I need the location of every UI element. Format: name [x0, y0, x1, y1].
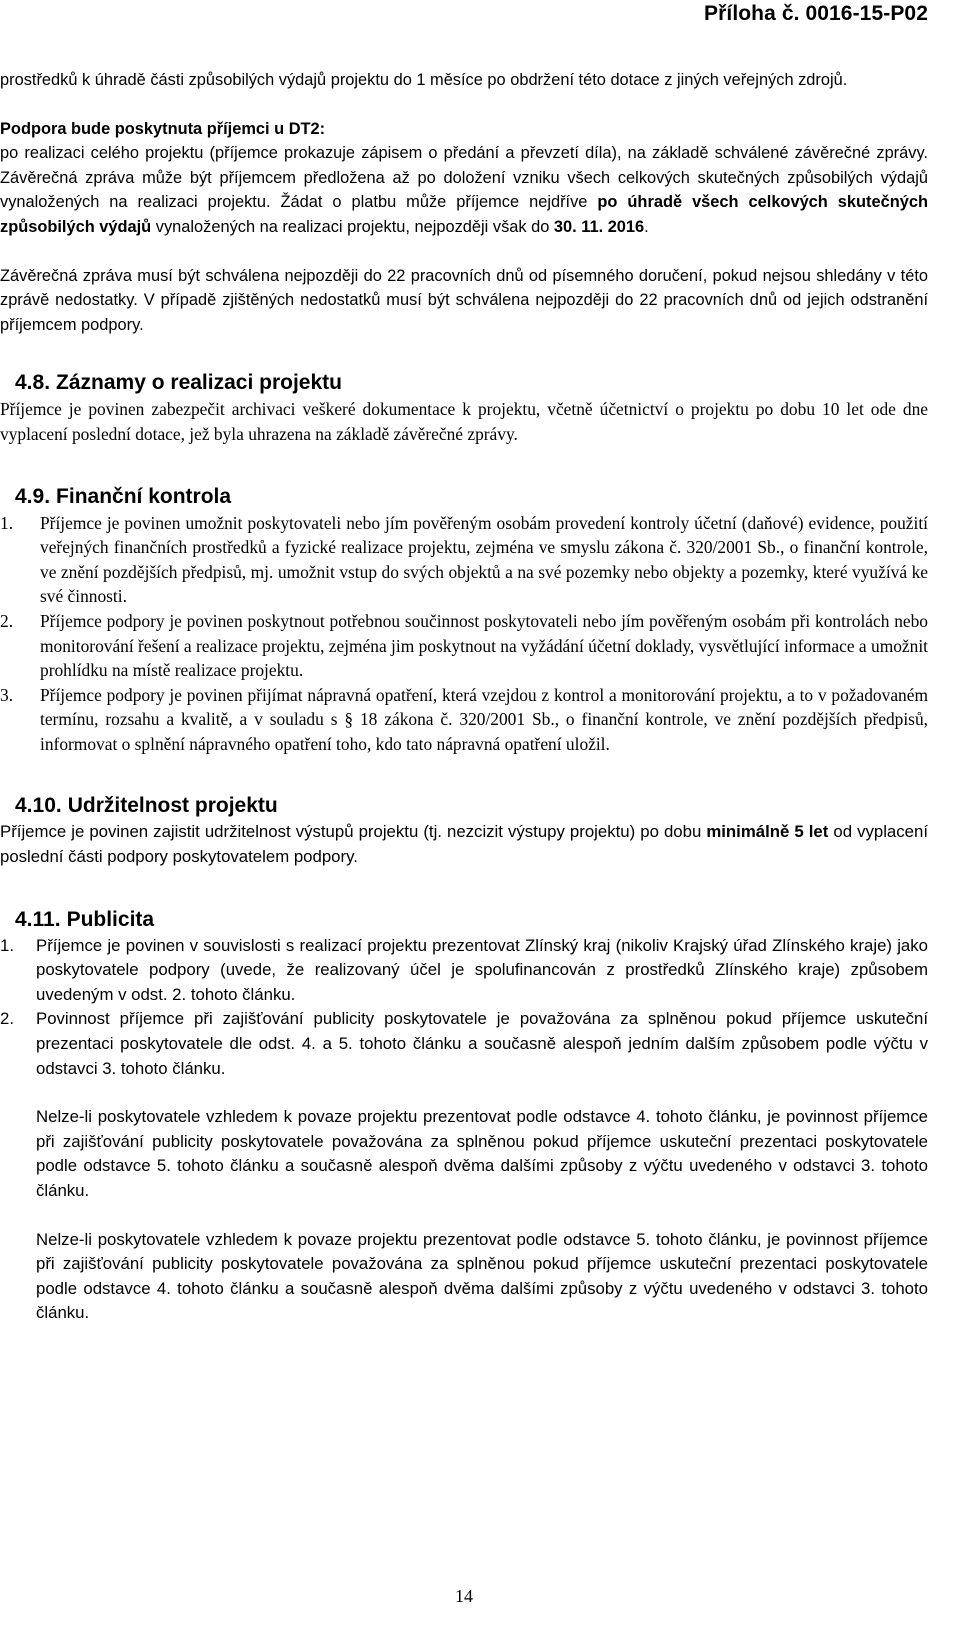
publicity-list — [0, 934, 928, 1082]
list-item — [0, 934, 928, 1008]
dt2-deadline: 30. 11. 2016 — [553, 217, 645, 236]
list-marker: 1. — [0, 512, 14, 533]
section-4-8-heading — [0, 369, 928, 397]
sustainability-text-c: od vyplacení poslední části podpory poskytovatelem podpory. — [0, 822, 928, 867]
page-number: 14 — [455, 1586, 473, 1606]
list-item-text: Příjemce podpory je povinen poskytnout potřebnou součinnost poskytovateli nebo jím pověřeným osobám při kontrolách nebo monitorování řešení a realizace projektu, zejména jim poskytnout na vyžádání účetní doklady, vysvětlující informace a umožnit prohlídku na místě realizace projektu. — [40, 610, 928, 681]
section-4-10-heading — [0, 792, 928, 820]
dt2-text-e: . — [644, 217, 649, 236]
list-item-text: Příjemce je povinen umožnit poskytovateli nebo jím pověřeným osobám provedení kontroly účetní (daňové) evidence, použití veřejných finančních prostředků a fyzické realizace projektu, zejména ve smyslu zákona č. 320/2001 Sb., o finanční kontrole, ve znění pozdějších předpisů, mj. umožnit vstup do svých objektů a na své pozemky nebo objekty a pozemky, které využívá ke své činnosti. — [40, 512, 928, 607]
section-4-10-text — [0, 820, 928, 869]
list-marker: 1. — [0, 935, 14, 955]
sustainability-period: minimálně 5 let — [706, 822, 829, 842]
sustainability-text-a: Příjemce je povinen zajistit udržitelnost výstupů projektu (tj. nezcizit výstupy projektu) po dobu — [0, 822, 707, 842]
publicity-paragraph-b: Nelze-li poskytovatele vzhledem k povaze projektu prezentovat podle odstavce 5. tohoto článku, je povinnost příjemce při zajišťování publicity poskytovatele považována za splněnou pokud příjemce uskuteční prezentaci poskytovatele podle odstavce 4. tohoto článku a současně alespoň dvěma dalšími způsoby z výčtu uvedeného v odstavci 3. tohoto článku. — [36, 1229, 928, 1323]
intro-paragraph: prostředků k úhradě části způsobilých výdajů projektu do 1 měsíce po obdržení této dotace z jiných veřejných zdrojů. — [0, 71, 848, 89]
section-4-8-text: Příjemce je povinen zabezpečit archivaci veškeré dokumentace k projektu, včetně účetnictví o projektu po dobu 10 let ode dne vyplacení poslední dotace, jež byla uhrazena na základě závěrečné zprávy. — [0, 399, 928, 444]
section-title: Záznamy o realizaci projektu — [56, 371, 342, 395]
page-content — [0, 68, 928, 1326]
financial-control-list — [0, 511, 928, 757]
dt2-text-b: po úhradě všech celkových skutečných způsobilých výdajů — [0, 193, 928, 236]
dt2-text-c: vynaložených na realizaci projektu, nejpozději však do — [151, 217, 554, 236]
section-number: 4.11. — [15, 907, 61, 931]
list-marker: 2. — [0, 610, 14, 631]
list-item — [0, 609, 928, 683]
list-item-text: Příjemce podpory je povinen přijímat nápravná opatření, která vzejdou z kontrol a monitorování projektu, a to v požadovaném termínu, rozsahu a kvalitě, a v souladu s § 18 zákona č. 320/2001 Sb., o finanční kontrole, ve znění pozdějších předpisů, informovat o splnění nápravného opatření toho, kdo tato nápravná opatření uložil. — [40, 684, 928, 754]
section-number: 4.9. — [15, 484, 51, 508]
attachment-reference: Příloha č. 0016-15-P02 — [704, 2, 928, 25]
list-item-text: Příjemce je povinen v souvislosti s realizací projektu prezentovat Zlínský kraj (nikoliv Krajský úřad Zlínského kraje) jako poskytovatele podpory (uvede, že realizovaný účel je spolufinancován z prostředků Zlínského kraje) způsobem uvedeným v odst. 2. tohoto článku. — [36, 935, 928, 1004]
publicity-paragraph-a: Nelze-li poskytovatele vzhledem k povaze projektu prezentovat podle odstavce 4. tohoto článku, je povinnost příjemce při zajišťování publicity poskytovatele považována za splněnou pokud příjemce uskuteční prezentaci poskytovatele podle odstavce 5. tohoto článku a současně alespoň dvěma dalšími způsoby z výčtu uvedeného v odstavci 3. tohoto článku. — [36, 1107, 928, 1200]
section-4-11-heading — [0, 906, 928, 934]
dt2-text-a: po realizaci celého projektu (příjemce prokazuje zápisem o předání a převzetí díla), na základě schválené závěrečné zprávy. Závěrečná zpráva může být příjemcem předložena až po doložení vzniku všech celkových skutečných způsobilých výdajů vynaložených na realizaci projektu. Žádat o platbu může příjemce nejdříve — [0, 144, 928, 212]
list-item — [0, 511, 928, 609]
section-number: 4.8. — [15, 371, 51, 395]
list-item-text: Povinnost příjemce při zajišťování publicity poskytovatele je považována za splněnou pokud příjemce uskuteční prezentaci poskytovatele dle odst. 4. a 5. tohoto článku a současně alespoň jedním dalším způsobem podle výčtu v odstavci 3. tohoto článku. — [36, 1009, 928, 1078]
list-item — [0, 1007, 928, 1081]
section-title: Udržitelnost projektu — [67, 794, 278, 818]
list-marker: 2. — [0, 1009, 14, 1029]
list-item — [0, 683, 928, 757]
dt2-heading: Podpora bude poskytnuta příjemci u DT2: — [0, 119, 326, 138]
report-paragraph: Závěrečná zpráva musí být schválena nejpozději do 22 pracovních dnů od písemného doručení, pokud nejsou shledány v této zprávě nedostatky. V případě zjištěných nedostatků musí být schválena nejpozději do 22 pracovních dnů od jejich odstranění příjemcem podpory. — [0, 266, 928, 334]
section-title: Publicita — [66, 907, 155, 931]
section-number: 4.10. — [15, 794, 62, 818]
section-4-9-heading — [0, 483, 928, 511]
list-marker: 3. — [0, 684, 14, 705]
dt2-paragraph — [0, 141, 928, 239]
section-title: Finanční kontrola — [56, 484, 232, 508]
